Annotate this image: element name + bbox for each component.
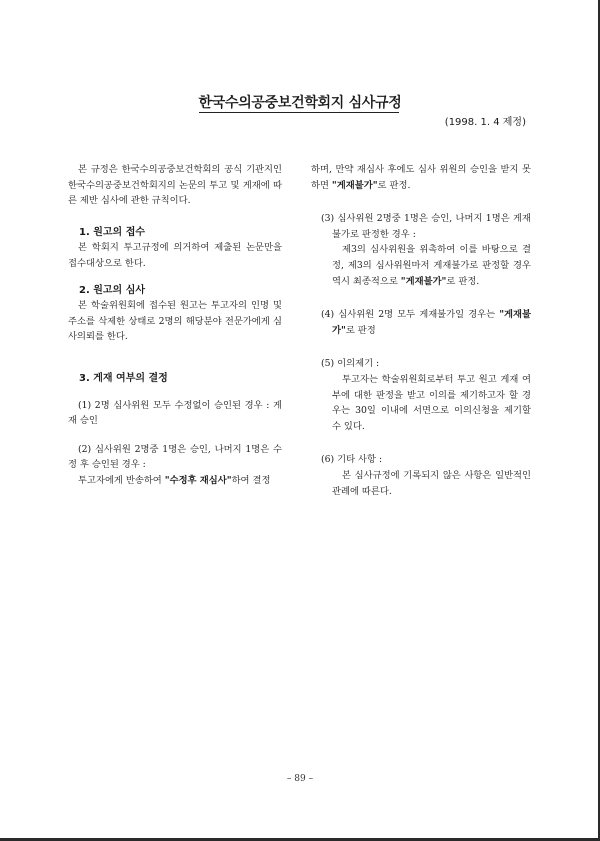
bold-term: "게재불가" (400, 275, 447, 287)
page-title: 한국수의공중보건학회지 심사규정 (198, 95, 402, 111)
item-6-heading: (6) 기타 사항 : (321, 454, 383, 466)
section-3-heading: 3. 게재 여부의 결정 (79, 372, 168, 384)
title-underline (199, 112, 399, 113)
page-number: – 89 – (286, 774, 314, 784)
right-column (311, 162, 531, 499)
item-4: (4) 심사위원 2명 모두 게재불가일 경우는 "게재불가"로 판정 (321, 309, 531, 336)
continued-paragraph: 하며, 만약 재심사 후에도 심사 위원의 승인을 받지 못하면 "게재불가"로 판정. (311, 164, 531, 191)
bold-term: "게재불가" (331, 179, 378, 191)
section-1-heading: 1. 원고의 접수 (79, 226, 146, 238)
section-2-heading: 2. 원고의 심사 (79, 284, 146, 296)
section-2-text: 본 학술위원회에 접수된 원고는 투고자의 인명 및 주소를 삭제한 상태로 2명의 해당분야 전문가에게 심사의뢰를 한다. (68, 300, 282, 343)
item-2-text: 투고자에게 반송하여 "수정후 재심사"하여 결정 (78, 474, 271, 486)
item-3-text: 제3의 심사위원을 위촉하여 이를 바탕으로 결정, 제3의 심사위원마저 게재불가로 판정할 경우 역시 최종적으로 "게재불가"로 판정. (332, 244, 531, 287)
item-5-text: 투고자는 학술위원회로부터 투고 원고 게재 여부에 대한 판정을 받고 이의를 제기하고자 할 경우는 30일 이내에 서면으로 이의신청을 제기할 수 있다. (332, 373, 531, 432)
item-3-heading: (3) 심사위원 2명중 1명은 승인, 나머지 1명은 게재불가로 판정한 경우 : (321, 213, 531, 240)
intro-paragraph: 본 규정은 한국수의공중보건학회의 공식 기관지인 한국수의공중보건학회지의 논문의 투고 및 게재에 따른 제반 심사에 관한 규칙이다. (68, 164, 282, 207)
item-2-heading: (2) 심사위원 2명중 1명은 승인, 나머지 1명은 수정 후 승인된 경우 : (68, 443, 282, 471)
left-column (68, 162, 282, 489)
bold-term: "게재불가" (332, 309, 531, 336)
item-5-heading: (5) 이의제기 : (321, 358, 380, 370)
bold-term: "수정후 재심사" (164, 474, 232, 486)
item-6-text: 본 심사규정에 기록되지 않은 사항은 일반적인 관례에 따른다. (332, 469, 531, 497)
item-1: (1) 2명 심사위원 모두 수정없이 승인된 경우 : 게재 승인 (68, 399, 282, 427)
enactment-date: (1998. 1. 4 제정) (444, 117, 526, 128)
section-1-text: 본 학회지 투고규정에 의거하여 제출된 논문만을 접수대상으로 한다. (68, 242, 282, 269)
